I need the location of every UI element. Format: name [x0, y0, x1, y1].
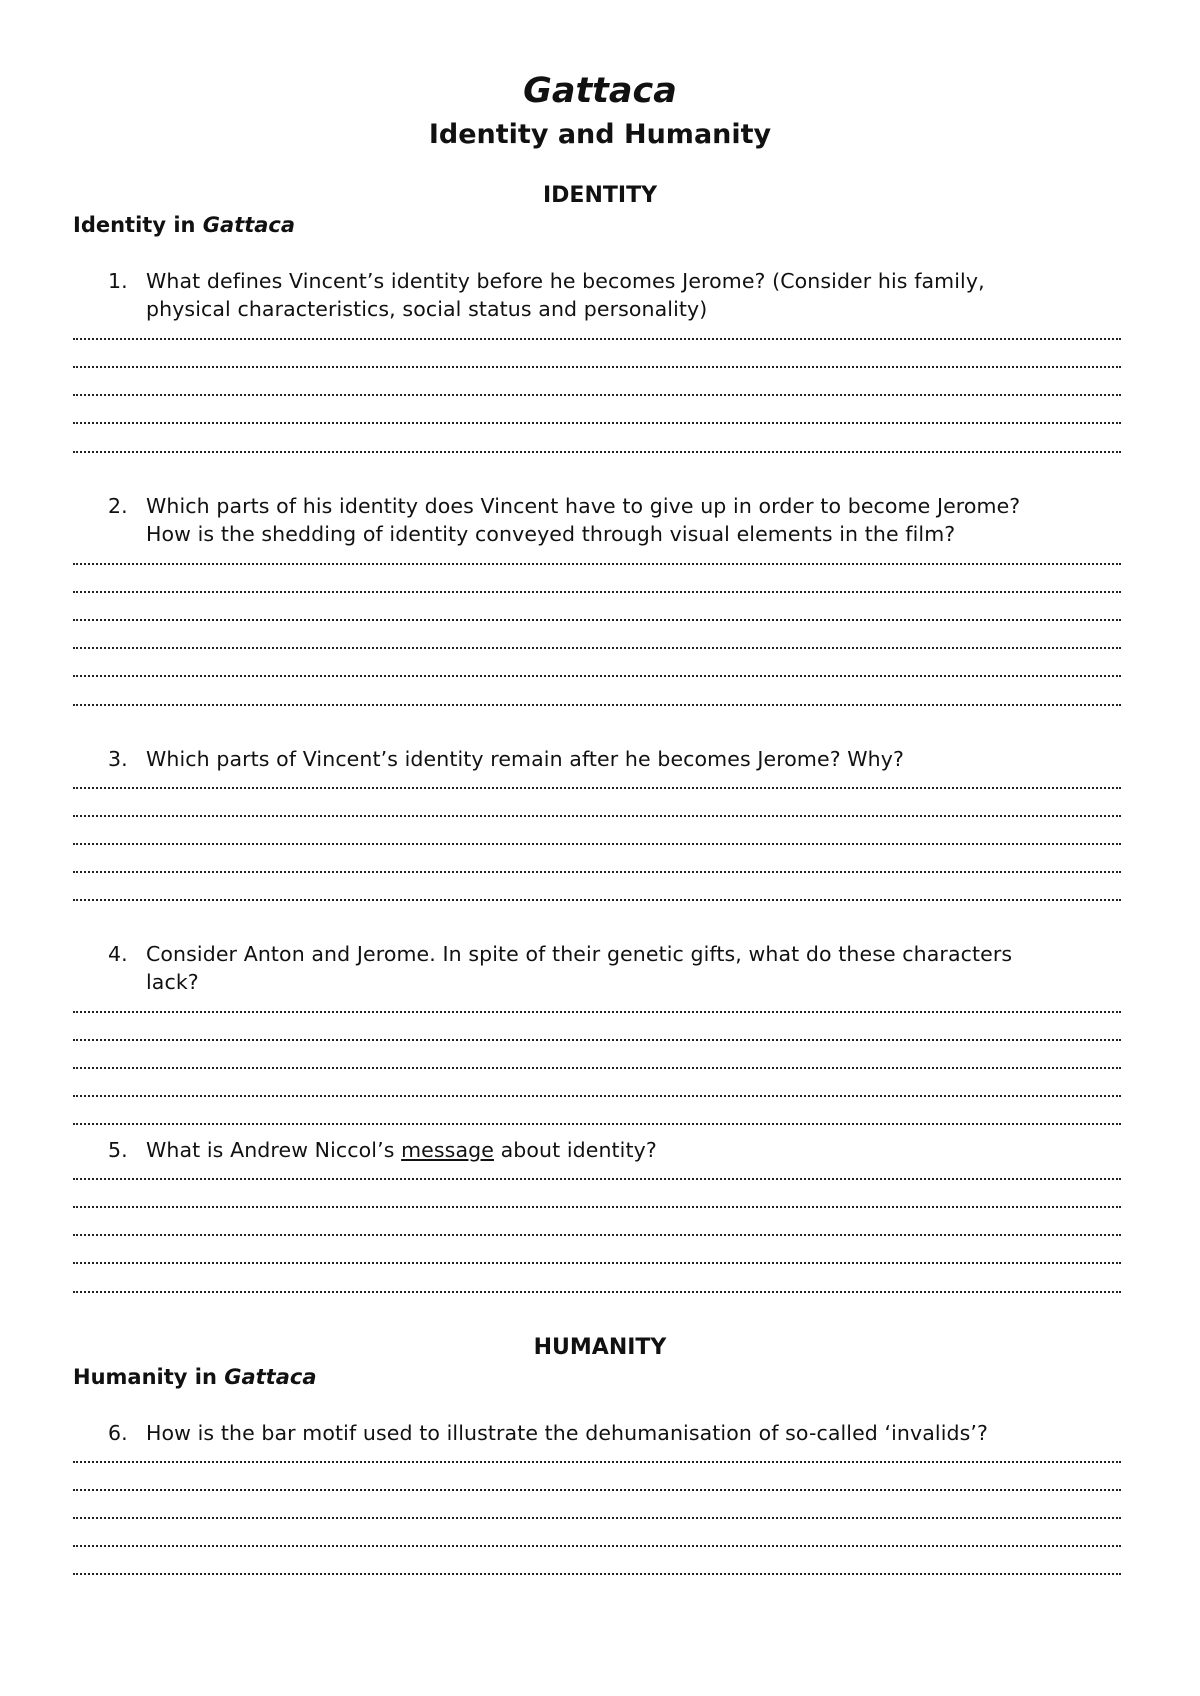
answer-line[interactable] — [73, 1206, 1121, 1208]
answer-line[interactable] — [73, 1461, 1121, 1463]
question-text-line — [146, 1136, 1128, 1164]
answer-line[interactable] — [73, 1095, 1121, 1097]
question-5 — [108, 1136, 1128, 1164]
identity-subheading — [73, 211, 295, 239]
question-3 — [108, 745, 1128, 773]
answer-line[interactable] — [73, 647, 1121, 649]
answer-line[interactable] — [73, 1573, 1121, 1575]
question-2 — [108, 492, 1128, 548]
question-text-line: How is the bar motif used to illustrate the dehumanisation of so-called ‘invalids’? — [146, 1421, 988, 1445]
humanity-subheading-film: Gattaca — [224, 1365, 317, 1389]
answer-line[interactable] — [73, 1262, 1121, 1264]
answer-line[interactable] — [73, 366, 1121, 368]
answer-line[interactable] — [73, 1039, 1121, 1041]
identity-heading: IDENTITY — [542, 183, 658, 208]
question-number: 4. — [108, 942, 128, 966]
humanity-subheading — [73, 1363, 317, 1391]
answer-line[interactable] — [73, 1517, 1121, 1519]
question-text-line: Which parts of his identity does Vincent have to give up in order to become Jerome? — [146, 494, 1021, 518]
answer-line[interactable] — [73, 1123, 1121, 1125]
answer-line[interactable] — [73, 563, 1121, 565]
question-number: 5. — [108, 1138, 128, 1162]
question-number: 6. — [108, 1421, 128, 1445]
answer-line[interactable] — [73, 338, 1121, 340]
answer-line[interactable] — [73, 1545, 1121, 1547]
question-text-after: about identity? — [493, 1138, 657, 1162]
answer-line[interactable] — [73, 1011, 1121, 1013]
answer-line[interactable] — [73, 899, 1121, 901]
answer-line[interactable] — [73, 843, 1121, 845]
question-text-line: physical characteristics, social status and personality) — [146, 297, 708, 321]
answer-line[interactable] — [73, 394, 1121, 396]
answer-line[interactable] — [73, 591, 1121, 593]
question-number: 2. — [108, 494, 128, 518]
question-4 — [108, 940, 1128, 996]
question-text-line: How is the shedding of identity conveyed through visual elements in the film? — [146, 522, 956, 546]
question-text-line: Which parts of Vincent’s identity remain after he becomes Jerome? Why? — [146, 747, 904, 771]
answer-line[interactable] — [73, 619, 1121, 621]
humanity-heading: HUMANITY — [533, 1335, 667, 1360]
question-6 — [108, 1419, 1128, 1447]
answer-line[interactable] — [73, 1234, 1121, 1236]
question-text-line: What defines Vincent’s identity before he becomes Jerome? (Consider his family, — [146, 269, 985, 293]
answer-line[interactable] — [73, 422, 1121, 424]
answer-line[interactable] — [73, 815, 1121, 817]
identity-subheading-prefix: Identity in — [73, 213, 203, 237]
answer-line[interactable] — [73, 704, 1121, 706]
answer-line[interactable] — [73, 1489, 1121, 1491]
answer-line[interactable] — [73, 787, 1121, 789]
answer-line[interactable] — [73, 1291, 1121, 1293]
answer-line[interactable] — [73, 451, 1121, 453]
question-number: 3. — [108, 747, 128, 771]
answer-line[interactable] — [73, 871, 1121, 873]
question-text-line: Consider Anton and Jerome. In spite of their genetic gifts, what do these characters — [146, 942, 1013, 966]
question-number: 1. — [108, 269, 128, 293]
page-title: Gattaca — [523, 71, 677, 111]
identity-subheading-film: Gattaca — [202, 213, 296, 237]
page-subtitle: Identity and Humanity — [428, 119, 772, 150]
question-text-underlined: message — [401, 1138, 494, 1162]
humanity-subheading-prefix: Humanity in — [73, 1365, 225, 1389]
answer-line[interactable] — [73, 1067, 1121, 1069]
answer-line[interactable] — [73, 675, 1121, 677]
question-text-before: What is Andrew Niccol’s — [146, 1138, 402, 1162]
answer-line[interactable] — [73, 1178, 1121, 1180]
question-text-line: lack? — [146, 970, 199, 994]
question-1 — [108, 267, 1128, 323]
